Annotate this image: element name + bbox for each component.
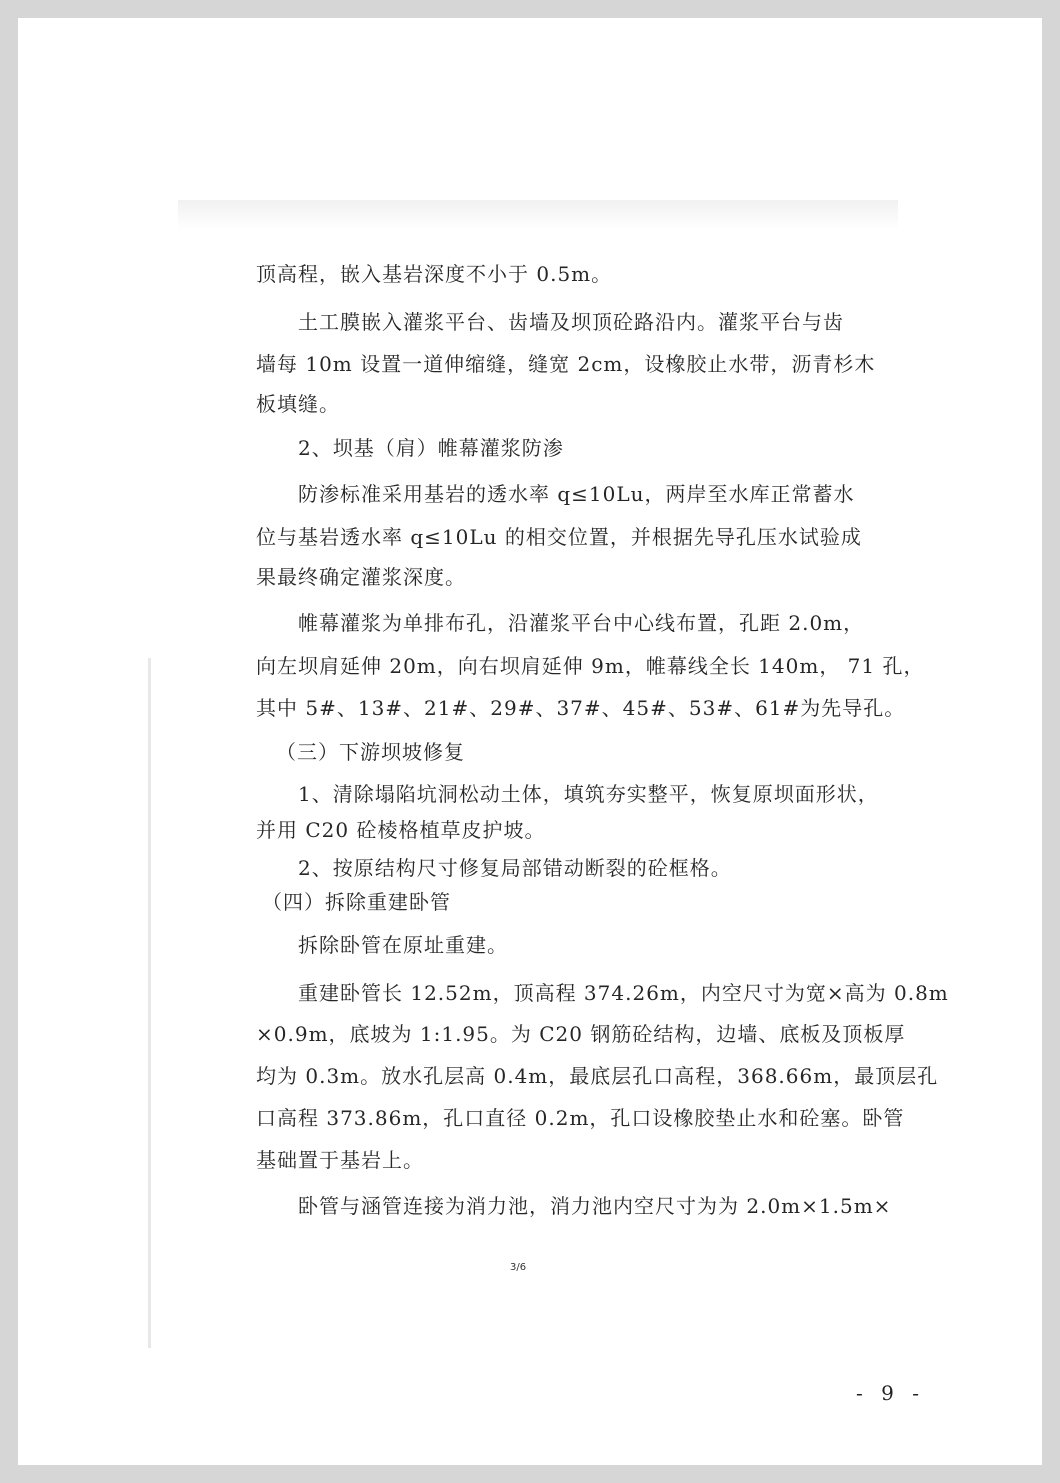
body-line: 卧管与涵管连接为消力池，消力池内空尺寸为为 2.0m×1.5m× [298, 1194, 892, 1218]
body-line: 重建卧管长 12.52m，顶高程 374.26m，内空尺寸为宽×高为 0.8m [298, 981, 949, 1005]
body-line: 口高程 373.86m，孔口直径 0.2m，孔口设橡胶垫止水和砼塞。卧管 [256, 1106, 905, 1130]
body-line: 拆除卧管在原址重建。 [298, 933, 508, 957]
body-line: 防渗标准采用基岩的透水率 q≤10Lu，两岸至水库正常蓄水 [298, 482, 855, 506]
scan-shadow-top [178, 200, 898, 230]
body-line: 基础置于基岩上。 [256, 1148, 424, 1172]
body-line: 向左坝肩延伸 20m，向右坝肩延伸 9m，帷幕线全长 140m， 71 孔， [256, 654, 925, 678]
body-line: 其中 5#、13#、21#、29#、37#、45#、53#、61#为先导孔。 [256, 696, 906, 720]
doc-page-number: - 9 - [856, 1381, 925, 1405]
section-heading: （三）下游坝坡修复 [276, 740, 465, 764]
body-line: 并用 C20 砼棱格植草皮护坡。 [256, 818, 546, 842]
section-heading: （四）拆除重建卧管 [262, 890, 451, 914]
body-line: 位与基岩透水率 q≤10Lu 的相交位置，并根据先导孔压水试验成 [256, 525, 862, 549]
scan-shadow-left [148, 658, 151, 1348]
section-heading: 2、坝基（肩）帷幕灌浆防渗 [298, 436, 564, 460]
body-line: 均为 0.3m。放水孔层高 0.4m，最底层孔口高程，368.66m，最顶层孔 [256, 1064, 939, 1088]
body-line: 墙每 10m 设置一道伸缩缝，缝宽 2cm，设橡胶止水带，沥青杉木 [256, 352, 876, 376]
document-page [18, 18, 1042, 1465]
body-line: 帷幕灌浆为单排布孔，沿灌浆平台中心线布置，孔距 2.0m， [298, 611, 865, 635]
body-line: 板填缝。 [256, 392, 340, 416]
body-line: ×0.9m，底坡为 1:1.95。为 C20 钢筋砼结构，边墙、底板及顶板厚 [256, 1022, 906, 1046]
body-line: 2、按原结构尺寸修复局部错动断裂的砼框格。 [298, 856, 732, 880]
body-line: 果最终确定灌浆深度。 [256, 565, 466, 589]
body-line: 1、清除塌陷坑洞松动土体，填筑夯实整平，恢复原坝面形状， [298, 782, 879, 806]
pdf-page-number: 3/6 [510, 1262, 527, 1273]
body-line: 顶高程，嵌入基岩深度不小于 0.5m。 [256, 262, 613, 286]
body-line: 土工膜嵌入灌浆平台、齿墙及坝顶砼路沿内。灌浆平台与齿 [298, 310, 844, 334]
